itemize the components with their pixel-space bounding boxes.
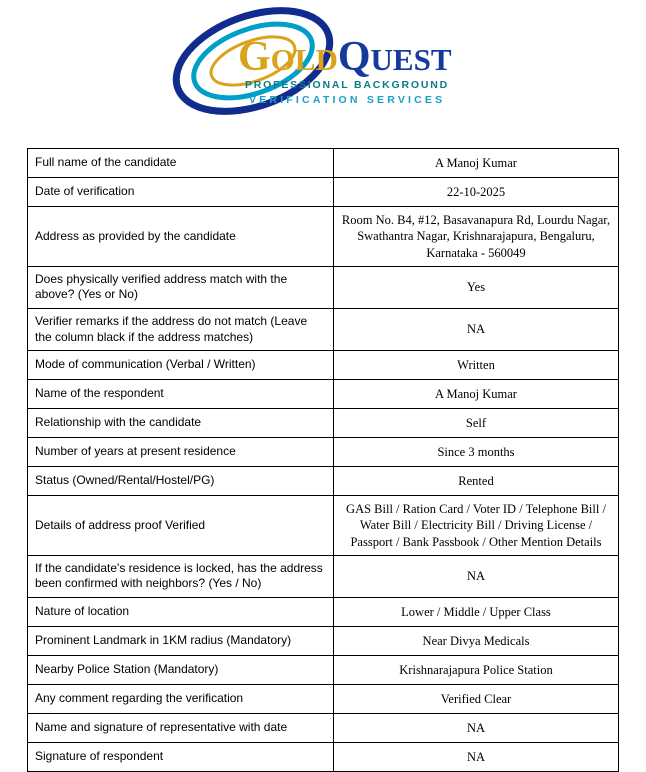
logo-tagline-line2: VERIFICATION SERVICES bbox=[249, 94, 446, 106]
brand-letters-old: OLD bbox=[270, 42, 338, 77]
field-label: Number of years at present residence bbox=[28, 438, 334, 467]
table-row bbox=[28, 149, 619, 178]
field-label: Date of verification bbox=[28, 178, 334, 207]
logo-graphic bbox=[103, 6, 543, 126]
field-value: A Manoj Kumar bbox=[334, 149, 619, 178]
field-label: Nearby Police Station (Mandatory) bbox=[28, 656, 334, 685]
field-value: Since 3 months bbox=[334, 438, 619, 467]
field-label: Name of the respondent bbox=[28, 380, 334, 409]
table-row bbox=[28, 714, 619, 743]
field-value: NA bbox=[334, 714, 619, 743]
goldquest-logo bbox=[0, 0, 646, 126]
verification-table bbox=[27, 148, 619, 772]
field-value: GAS Bill / Ration Card / Voter ID / Telephone Bill / Water Bill / Electricity Bill / Driving License / Passport / Bank Passbook / Other Mention Details bbox=[334, 496, 619, 556]
logo-brand-text bbox=[238, 34, 452, 80]
table-row bbox=[28, 380, 619, 409]
brand-letter-g: G bbox=[238, 34, 271, 80]
field-label: Details of address proof Verified bbox=[28, 496, 334, 556]
field-label: Verifier remarks if the address do not match (Leave the column black if the address matches) bbox=[28, 308, 334, 350]
table-row bbox=[28, 598, 619, 627]
field-label: Relationship with the candidate bbox=[28, 409, 334, 438]
field-value: NA bbox=[334, 743, 619, 772]
logo-tagline-line1: PROFESSIONAL BACKGROUND bbox=[245, 79, 449, 91]
field-value: Room No. B4, #12, Basavanapura Rd, Lourdu Nagar, Swathantra Nagar, Krishnarajapura, Bengaluru, Karnataka - 560049 bbox=[334, 207, 619, 267]
table-row bbox=[28, 656, 619, 685]
table-row bbox=[28, 438, 619, 467]
field-label: Prominent Landmark in 1KM radius (Mandatory) bbox=[28, 627, 334, 656]
table-row bbox=[28, 308, 619, 350]
brand-letters-uest: UEST bbox=[370, 42, 452, 77]
field-label: Address as provided by the candidate bbox=[28, 207, 334, 267]
field-value: A Manoj Kumar bbox=[334, 380, 619, 409]
table-row bbox=[28, 496, 619, 556]
field-value: Yes bbox=[334, 266, 619, 308]
table-row bbox=[28, 467, 619, 496]
table-row bbox=[28, 409, 619, 438]
field-value: NA bbox=[334, 308, 619, 350]
table-row bbox=[28, 207, 619, 267]
field-label: Status (Owned/Rental/Hostel/PG) bbox=[28, 467, 334, 496]
table-row bbox=[28, 351, 619, 380]
field-value: Rented bbox=[334, 467, 619, 496]
field-value: Written bbox=[334, 351, 619, 380]
field-label: Mode of communication (Verbal / Written) bbox=[28, 351, 334, 380]
table-row bbox=[28, 266, 619, 308]
table-row bbox=[28, 178, 619, 207]
field-value: 22-10-2025 bbox=[334, 178, 619, 207]
field-label: Does physically verified address match with the above? (Yes or No) bbox=[28, 266, 334, 308]
field-value: NA bbox=[334, 555, 619, 597]
field-label: Any comment regarding the verification bbox=[28, 685, 334, 714]
field-label: Name and signature of representative with date bbox=[28, 714, 334, 743]
field-value: Krishnarajapura Police Station bbox=[334, 656, 619, 685]
field-value: Near Divya Medicals bbox=[334, 627, 619, 656]
field-value: Verified Clear bbox=[334, 685, 619, 714]
field-label: Signature of respondent bbox=[28, 743, 334, 772]
field-label: Full name of the candidate bbox=[28, 149, 334, 178]
brand-letter-q: Q bbox=[337, 34, 371, 80]
table-row bbox=[28, 685, 619, 714]
table-row bbox=[28, 743, 619, 772]
field-label: If the candidate's residence is locked, has the address been confirmed with neighbors? (Yes / No) bbox=[28, 555, 334, 597]
field-label: Nature of location bbox=[28, 598, 334, 627]
table-row bbox=[28, 627, 619, 656]
field-value: Self bbox=[334, 409, 619, 438]
field-value: Lower / Middle / Upper Class bbox=[334, 598, 619, 627]
table-row bbox=[28, 555, 619, 597]
